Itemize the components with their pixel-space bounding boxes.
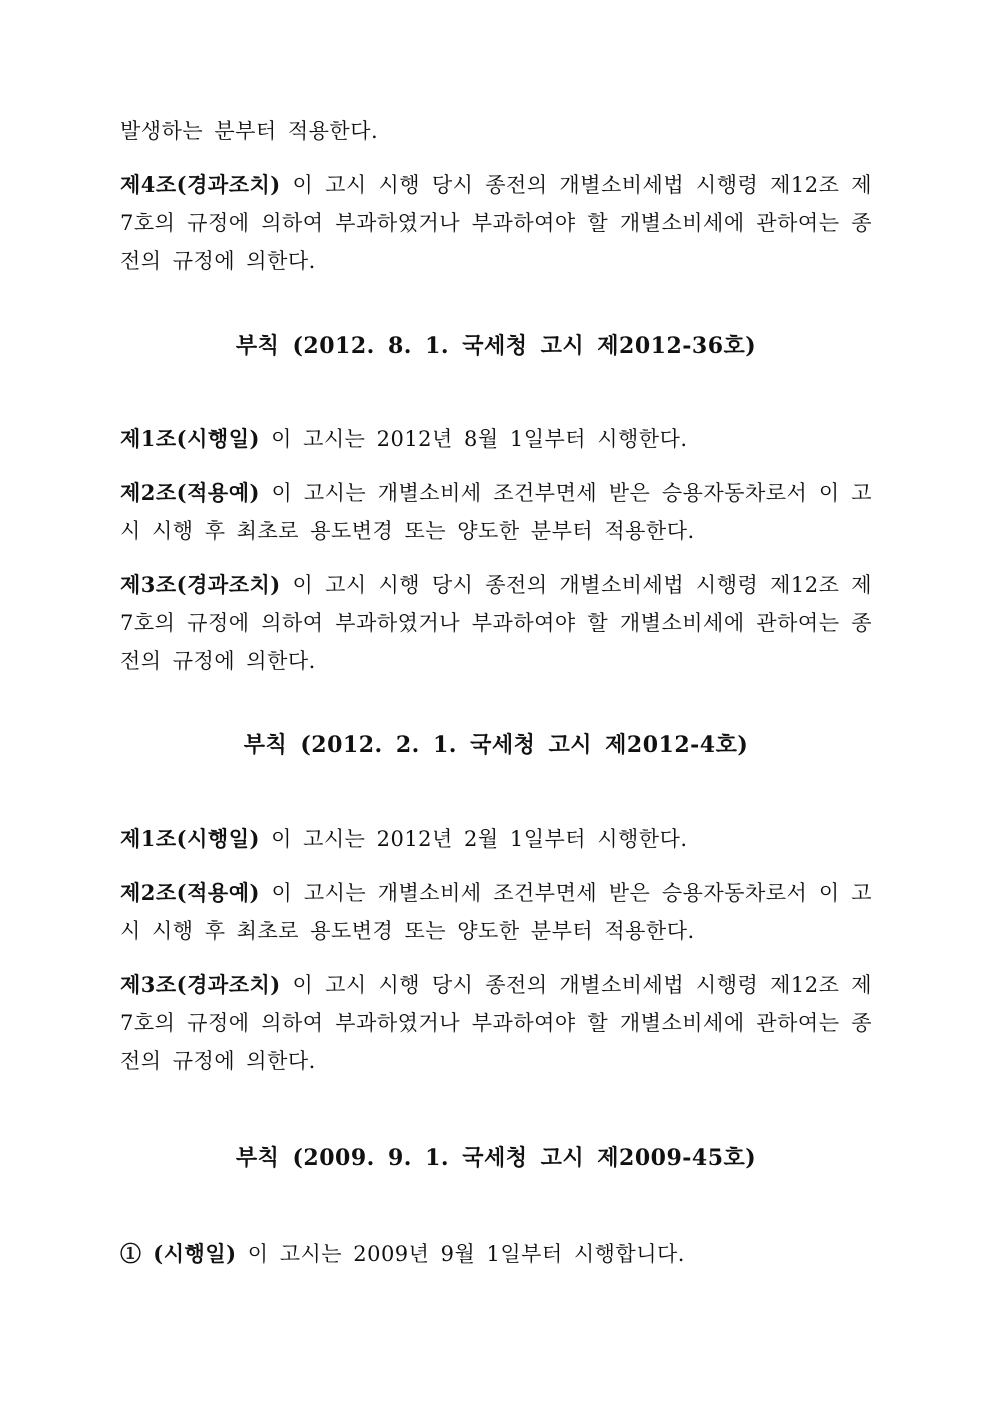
article-text: 이 고시 시행 당시 종전의 개별소비세법 시행령 제12조 제7호의 규정에 의하여 부과하였거나 부과하여야 할 개별소비세에 관하여는 종전의 규정에 의한다. <box>120 573 872 673</box>
addendum-heading-2009-45: 부칙 (2009. 9. 1. 국세청 고시 제2009-45호) <box>235 1145 757 1171</box>
addendum-heading-2012-4: 부칙 (2012. 2. 1. 국세청 고시 제2012-4호) <box>243 732 749 758</box>
article-label: 제1조(시행일) <box>120 426 260 451</box>
article-label: 제1조(시행일) <box>120 826 260 851</box>
continuation-text <box>120 112 872 150</box>
article-text: 이 고시는 2012년 8월 1일부터 시행한다. <box>271 427 688 451</box>
article-text: 이 고시는 개별소비세 조건부면세 받은 승용자동차로서 이 고시 시행 후 최초로 용도변경 또는 양도한 분부터 적용한다. <box>120 481 872 543</box>
s1-article-2 <box>120 474 872 550</box>
article-text: 이 고시 시행 당시 종전의 개별소비세법 시행령 제12조 제7호의 규정에 의하여 부과하였거나 부과하여야 할 개별소비세에 관하여는 종전의 규정에 의한다. <box>120 173 872 273</box>
s2-article-3 <box>120 966 872 1080</box>
addendum-heading-2012-36: 부칙 (2012. 8. 1. 국세청 고시 제2012-36호) <box>235 333 757 359</box>
s1-article-1 <box>120 420 872 458</box>
article-text: 이 고시는 2012년 2월 1일부터 시행한다. <box>271 827 688 851</box>
article-label: 제4조(경과조치) <box>120 172 281 197</box>
s2-article-1 <box>120 820 872 858</box>
continuation-text-content: 발생하는 분부터 적용한다. <box>120 119 379 143</box>
article-label: ① (시행일) <box>120 1241 237 1266</box>
s2-article-2 <box>120 874 872 950</box>
s3-item-1 <box>120 1235 872 1273</box>
article-label: 제2조(적용예) <box>120 880 260 905</box>
article-label: 제2조(적용예) <box>120 480 260 505</box>
article-text: 이 고시는 2009년 9월 1일부터 시행합니다. <box>247 1242 685 1266</box>
article-label: 제3조(경과조치) <box>120 972 281 997</box>
article-text: 이 고시 시행 당시 종전의 개별소비세법 시행령 제12조 제7호의 규정에 의하여 부과하였거나 부과하여야 할 개별소비세에 관하여는 종전의 규정에 의한다. <box>120 973 872 1073</box>
article-4-transition <box>120 166 872 280</box>
article-label: 제3조(경과조치) <box>120 572 281 597</box>
s1-article-3 <box>120 566 872 680</box>
article-text: 이 고시는 개별소비세 조건부면세 받은 승용자동차로서 이 고시 시행 후 최초로 용도변경 또는 양도한 분부터 적용한다. <box>120 881 872 943</box>
